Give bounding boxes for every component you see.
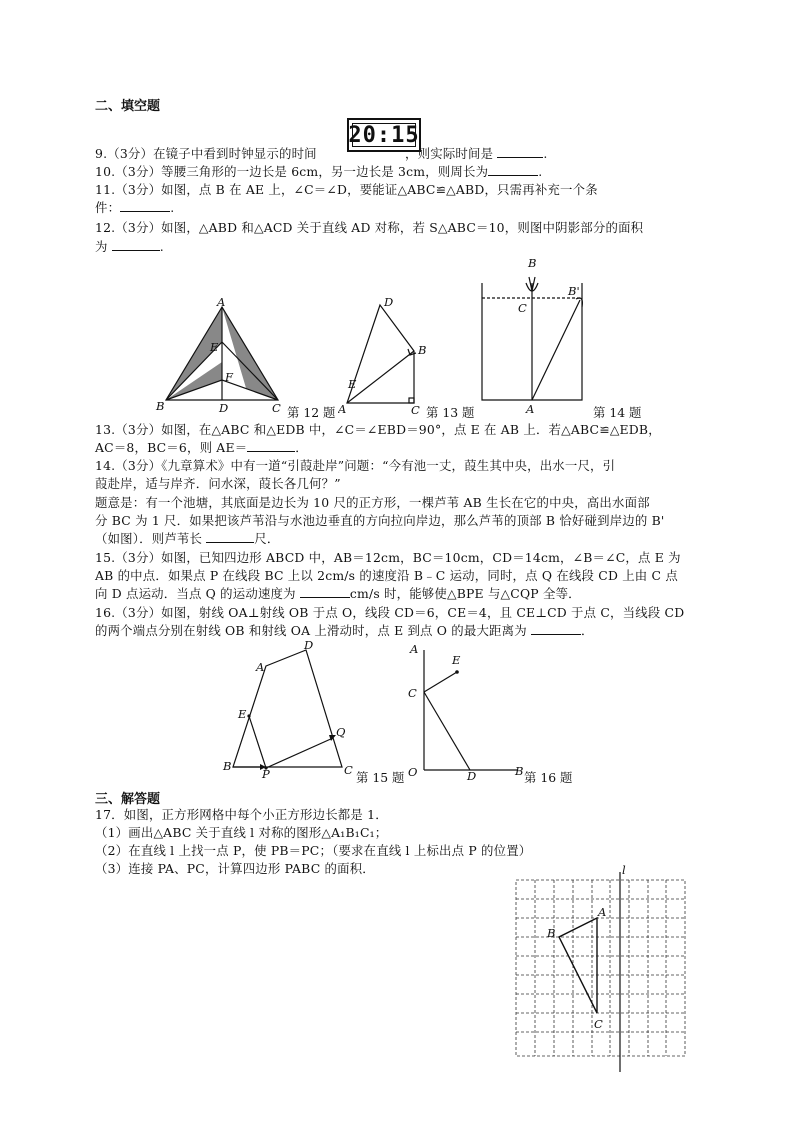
label-A: A [256, 660, 265, 674]
question-12-line2: 为 . [95, 239, 164, 254]
question-14-line1: 14.（3分）《九章算术》中有一道“引葭赴岸”问题：“今有池一丈，葭生其中央，出水一尺，引 [95, 458, 616, 473]
answer-blank-13[interactable] [247, 439, 295, 452]
answer-blank-12[interactable] [112, 238, 160, 251]
question-17-line1: 17．如图，正方形网格中每个小正方形边长都是 1． [95, 807, 388, 822]
label-F: F [225, 370, 233, 384]
question-14-line2: 葭赴岸，适与岸齐．问水深，葭长各几何？” [95, 476, 341, 491]
figure-17-grid [510, 862, 700, 1074]
q10-text: 10.（3分）等腰三角形的一边长是 6cm，另一边长是 3cm，则周长为 [95, 164, 489, 179]
label-P: P [262, 767, 270, 780]
caption-12: 第 12 题 [287, 405, 336, 420]
section-title-fill-in: 二、填空题 [95, 99, 161, 114]
label-E: E [238, 707, 247, 721]
answer-blank-10[interactable] [488, 163, 538, 176]
label-C: C [594, 1017, 603, 1031]
question-14-line4: 分 BC 为 1 尺．如果把该芦苇沿与水池边垂直的方向拉向岸边，那么芦苇的顶部 B 恰好碰到岸边的 B' [95, 513, 665, 528]
answer-blank-9[interactable] [497, 145, 543, 158]
label-C: C [518, 301, 527, 315]
label-C: C [411, 403, 420, 417]
label-E: E [210, 340, 219, 354]
question-17-item1: （1）画出△ABC 关于直线 l 对称的图形△A₁B₁C₁； [95, 825, 388, 840]
question-16-line1: 16.（3分）如图，射线 OA⊥射线 OB 于点 O，线段 CD＝6，CE＝4，且 CE⊥CD 于点 C，当线段 CD [95, 605, 685, 620]
label-A: A [338, 402, 347, 416]
question-14-line3: 题意是：有一个池塘，其底面是边长为 10 尺的正方形，一棵芦苇 AB 生长在它的中央，高出水面部 [95, 495, 650, 510]
label-B-prime: B' [568, 284, 580, 298]
triangle-ABC [559, 918, 597, 1013]
q9-text-after: ，则实际时间是 [405, 146, 494, 161]
caption-13: 第 13 题 [426, 405, 475, 420]
clock-display: 20:15 [348, 122, 420, 148]
label-B: B [547, 926, 556, 940]
figure-12 [150, 296, 290, 416]
arrow-Q [329, 735, 336, 741]
label-C: C [272, 401, 281, 415]
label-B: B [223, 759, 232, 773]
section-title-solutions: 三、解答题 [95, 792, 161, 807]
answer-blank-16[interactable] [531, 622, 581, 635]
question-15-line2: AB 的中点．如果点 P 在线段 BC 上以 2cm/s 的速度沿 B﹣C 运动，同时，点 Q 在线段 CD 上由 C 点 [95, 568, 678, 583]
label-C: C [408, 686, 417, 700]
label-B: B [528, 256, 537, 270]
figure-13 [338, 293, 430, 418]
label-E: E [348, 377, 357, 391]
label-A: A [526, 402, 535, 415]
question-17-item3: （3）连接 PA、PC，计算四边形 PABC 的面积． [95, 861, 375, 876]
caption-15: 第 15 题 [356, 770, 405, 785]
question-15-line1: 15.（3分）如图，已知四边形 ABCD 中，AB＝12cm，BC＝10cm，CD＝14cm，∠B＝∠C，点 E 为 [95, 550, 681, 565]
figure-16 [400, 640, 530, 782]
caption-14: 第 14 题 [593, 405, 642, 420]
answer-blank-14[interactable] [206, 530, 254, 543]
label-A: A [410, 642, 419, 656]
question-12-line1: 12.（3分）如图，△ABD 和△ACD 关于直线 AD 对称，若 S△ABC＝10，则图中阴影部分的面积 [95, 220, 644, 235]
question-17-item2: （2）在直线 l 上找一点 P，使 PB＝PC；（要求在直线 l 上标出点 P 的位置） [95, 843, 532, 858]
question-16-line2: 的两个端点分别在射线 OB 和射线 OA 上滑动时，点 E 到点 O 的最大距离为 ． [95, 623, 594, 638]
question-13-line1: 13.（3分）如图，在△ABC 和△EDB 中，∠C＝∠EBD＝90°，点 E 在 AB 上．若△ABC≌△EDB， [95, 422, 661, 437]
label-O: O [408, 765, 418, 779]
label-Q: Q [336, 725, 346, 739]
figure-15 [220, 638, 360, 780]
question-15-line3: 向 D 点运动．当点 Q 的运动速度为 cm/s 时，能够使△BPE 与△CQP 全等． [95, 586, 581, 601]
label-C: C [344, 763, 353, 777]
question-9: 9.（3分）在镜子中看到时钟显示的时间 ，则实际时间是 . [95, 146, 548, 161]
digital-clock [347, 118, 421, 152]
label-B: B [156, 399, 165, 413]
figure-14 [478, 255, 608, 415]
question-10: 10.（3分）等腰三角形的一边长是 6cm，另一边长是 3cm，则周长为 . [95, 164, 543, 179]
q9-text: 9.（3分）在镜子中看到时钟显示的时间 [95, 146, 317, 161]
label-A: A [598, 905, 607, 919]
label-D: D [384, 295, 394, 309]
question-11-line1: 11.（3分）如图，点 B 在 AE 上，∠C＝∠D，要能证△ABC≌△ABD，只需再补充一个条 [95, 182, 598, 197]
label-A: A [217, 296, 226, 309]
question-11-line2: 件： . [95, 200, 175, 215]
answer-blank-15[interactable] [300, 585, 350, 598]
label-B: B [418, 343, 427, 357]
label-l: l [622, 863, 626, 877]
label-D: D [219, 401, 229, 415]
question-13-line2: AC＝8，BC＝6，则 AE＝ ． [95, 440, 308, 455]
answer-blank-11[interactable] [120, 199, 170, 212]
label-E: E [452, 653, 461, 667]
label-B: B [515, 764, 524, 778]
label-D: D [304, 638, 314, 652]
label-D: D [467, 769, 477, 782]
question-14-line5: （如图）．则芦苇长 尺． [95, 531, 280, 546]
caption-16: 第 16 题 [524, 770, 573, 785]
